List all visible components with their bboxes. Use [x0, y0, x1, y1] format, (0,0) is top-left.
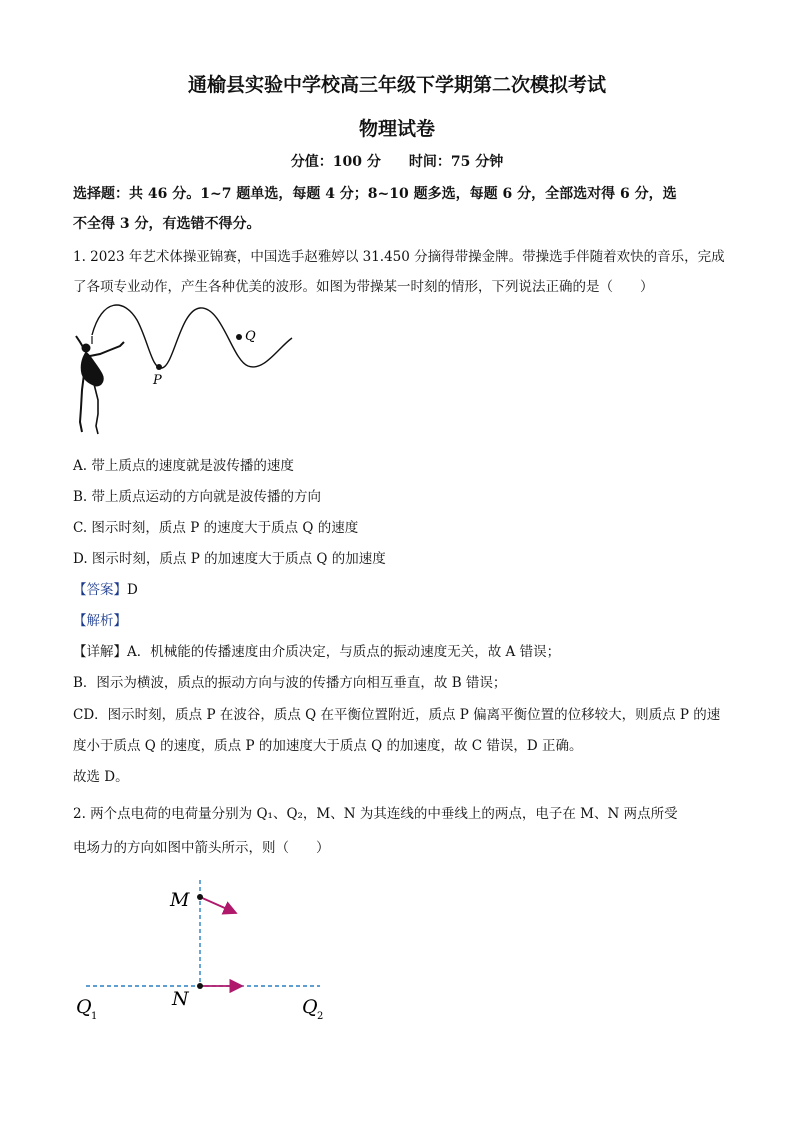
- detail-line-cd-1: CD．图示时刻，质点 P 在波谷，质点 Q 在平衡位置附近，质点 P 偏离平衡位置的位移较大，则质点 P 的速: [73, 707, 721, 723]
- point-m-dot: [197, 894, 203, 900]
- answer-value: D: [127, 582, 138, 598]
- charge-q2-label: Q: [302, 996, 318, 1018]
- point-m-label: M: [170, 889, 190, 911]
- exam-subtitle: 物理试卷: [358, 118, 435, 140]
- answer-tag: 【答案】: [73, 582, 127, 598]
- instructions-line-1: 选择题：共 46 分。1~7 题单选，每题 4 分；8~10 题多选，每题 6 分，全部选对得 6 分，选: [73, 186, 677, 202]
- detail-conclusion: 故选 D。: [73, 769, 129, 785]
- detail-line-cd-2: 度小于质点 Q 的速度，质点 P 的加速度大于质点 Q 的加速度，故 C 错误，D 正确。: [73, 738, 583, 754]
- q1-option-b: B. 带上质点运动的方向就是波传播的方向: [73, 489, 322, 505]
- exam-title: 通榆县实验中学校高三年级下学期第二次模拟考试: [187, 74, 606, 96]
- q2-charge-figure: [70, 880, 340, 1030]
- detail-tag: 【详解】: [73, 644, 127, 660]
- point-q-dot: [236, 334, 242, 340]
- q1-answer-line: [73, 578, 723, 598]
- point-n-dot: [197, 983, 203, 989]
- q1-option-a: A. 带上质点的速度就是波传播的速度: [73, 458, 294, 474]
- charge-q1-subscript: 1: [91, 1011, 98, 1022]
- q1-option-d: D. 图示时刻，质点 P 的加速度大于质点 Q 的加速度: [73, 551, 386, 567]
- q1-stem-line-1: 1. 2023 年艺术体操亚锦赛，中国选手赵雅婷以 31.450 分摘得带操金牌。带操选手伴随着欢快的音乐，完成: [73, 249, 725, 265]
- instructions-line-2: 不全得 3 分，有选错不得分。: [73, 216, 261, 232]
- detail-line-b: B．图示为横波，质点的振动方向与波的传播方向相互垂直，故 B 错误；: [73, 675, 507, 691]
- q1-ribbon-figure: [72, 300, 307, 440]
- analysis-tag: 【解析】: [73, 613, 127, 629]
- q2-stem-line-2: 电场力的方向如图中箭头所示，则（ ）: [73, 840, 330, 856]
- exam-meta: 分值：100 分 时间：75 分钟: [290, 154, 504, 170]
- q2-stem-line-1: 2. 两个点电荷的电荷量分别为 Q₁、Q₂，M、N 为其连线的中垂线上的两点，电子在 M、N 两点所受: [73, 806, 678, 822]
- charge-q1-label: Q: [76, 996, 92, 1018]
- gymnast-figure: [76, 336, 124, 434]
- point-n-label: N: [172, 988, 189, 1010]
- q1-stem-line-2: 了各项专业动作，产生各种优美的波形。如图为带操某一时刻的情形，下列说法正确的是（ ）: [73, 279, 654, 295]
- force-arrow-m: [200, 897, 236, 913]
- point-p-label: P: [153, 373, 162, 388]
- point-p-dot: [156, 364, 162, 370]
- ribbon-wave: [92, 305, 292, 368]
- charge-q2-subscript: 2: [317, 1011, 324, 1022]
- point-q-label: Q: [245, 329, 256, 344]
- detail-a-text: A．机械能的传播速度由介质决定，与质点的振动速度无关，故 A 错误；: [127, 644, 561, 660]
- detail-line-a: [73, 640, 723, 660]
- q1-option-c: C. 图示时刻，质点 P 的速度大于质点 Q 的速度: [73, 520, 359, 536]
